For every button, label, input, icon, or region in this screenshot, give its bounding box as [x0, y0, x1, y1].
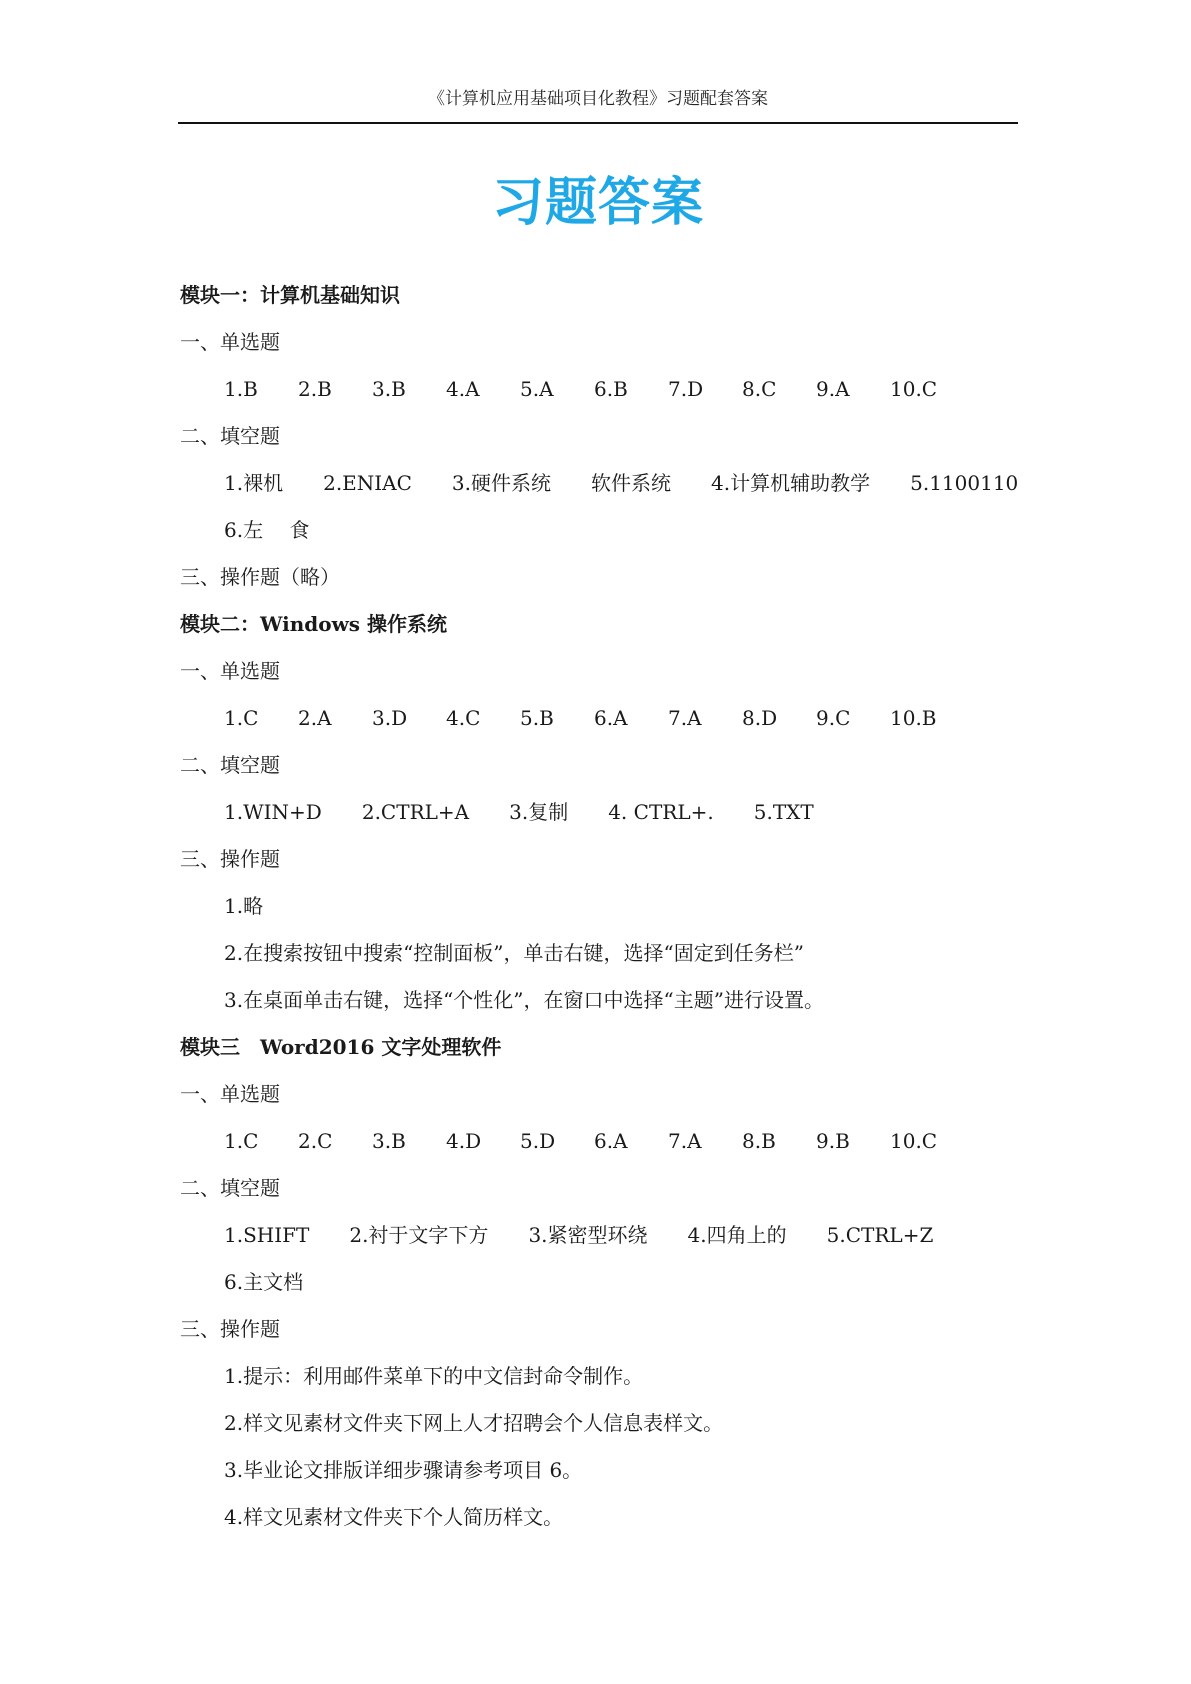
document-title: 习题答案 — [491, 173, 704, 233]
fill-answer: 3.硬件系统 — [451, 471, 552, 495]
module-3-op-item: 2.样文见素材文件夹下网上人才招聘会个人信息表样文。 — [224, 1411, 724, 1435]
answer: 3.B — [372, 1129, 406, 1153]
answer: 5.B — [520, 706, 554, 730]
answer: 5.A — [520, 377, 554, 401]
answer: 8.C — [742, 377, 777, 401]
module-3-choice-answers — [180, 1118, 1020, 1165]
answer: 2.B — [298, 377, 332, 401]
answer: 8.B — [742, 1129, 776, 1153]
document-body — [180, 272, 1020, 1541]
fill-answer: 4.四角上的 — [687, 1223, 787, 1247]
module-3-op-item: 3.毕业论文排版详细步骤请参考项目 6。 — [224, 1458, 583, 1482]
module-1-ops-heading: 三、操作题（略） — [180, 565, 340, 589]
module-2-single-choice-heading: 一、单选题 — [180, 659, 280, 683]
fill-answer: 4.计算机辅助教学 — [711, 471, 871, 495]
module-2-op-item: 2.在搜索按钮中搜索“控制面板”，单击右键，选择“固定到任务栏” — [224, 941, 804, 965]
fill-answer: 2.CTRL+A — [361, 800, 470, 824]
fill-answer: 4. CTRL+. — [608, 800, 714, 824]
answer: 4.A — [446, 377, 480, 401]
module-2-choice-answers — [180, 695, 1020, 742]
answer: 6.A — [594, 1129, 628, 1153]
module-1-fill-answers — [180, 460, 1020, 507]
answer: 3.D — [372, 706, 408, 730]
answer: 1.C — [224, 1129, 259, 1153]
module-1-fill-heading: 二、填空题 — [180, 424, 280, 448]
header-rule — [178, 122, 1018, 124]
answer: 10.C — [890, 377, 938, 401]
fill-answer: 1.SHIFT — [224, 1223, 310, 1247]
answer: 5.D — [520, 1129, 556, 1153]
module-2-fill-answers — [180, 789, 1020, 836]
fill-answer: 1.WIN+D — [224, 800, 322, 824]
fill-answer: 2.ENIAC — [323, 471, 412, 495]
module-3-single-choice-heading: 一、单选题 — [180, 1082, 280, 1106]
answer: 6.B — [594, 377, 628, 401]
answer: 9.A — [816, 377, 850, 401]
fill-answer: 5.TXT — [753, 800, 814, 824]
module-1-choice-answers — [180, 366, 1020, 413]
module-3-op-item: 4.样文见素材文件夹下个人简历样文。 — [224, 1505, 564, 1529]
answer: 7.D — [668, 377, 704, 401]
answer: 7.A — [668, 706, 702, 730]
answer: 7.A — [668, 1129, 702, 1153]
running-header: 《计算机应用基础项目化教程》习题配套答案 — [428, 89, 768, 109]
module-2-title: 模块二：Windows 操作系统 — [180, 612, 448, 636]
module-1-title: 模块一：计算机基础知识 — [180, 283, 400, 307]
answer: 10.C — [890, 1129, 938, 1153]
answer: 6.A — [594, 706, 628, 730]
module-3-fill-answers-2: 6.主文档 — [224, 1270, 304, 1294]
module-2-op-item: 3.在桌面单击右键，选择“个性化”，在窗口中选择“主题”进行设置。 — [224, 988, 824, 1012]
fill-answer: 5.CTRL+Z — [826, 1223, 934, 1247]
fill-answer: 2.衬于文字下方 — [349, 1223, 489, 1247]
answer: 2.C — [298, 1129, 333, 1153]
answer: 8.D — [742, 706, 778, 730]
module-2-op-item: 1.略 — [224, 894, 264, 918]
answer: 9.B — [816, 1129, 850, 1153]
fill-answer: 软件系统 — [591, 471, 672, 495]
module-3-fill-heading: 二、填空题 — [180, 1176, 280, 1200]
answer: 4.D — [446, 1129, 482, 1153]
fill-answer: 3.复制 — [509, 800, 569, 824]
fill-answer: 1.裸机 — [224, 471, 284, 495]
module-3-fill-answers — [180, 1212, 1020, 1259]
answer: 1.B — [224, 377, 258, 401]
answer: 10.B — [890, 706, 937, 730]
answer: 4.C — [446, 706, 481, 730]
module-3-title: 模块三 Word2016 文字处理软件 — [180, 1035, 502, 1059]
module-1-fill-answers-2: 6.左 食 — [224, 518, 310, 542]
answer: 1.C — [224, 706, 259, 730]
answer: 9.C — [816, 706, 851, 730]
module-2-ops-heading: 三、操作题 — [180, 847, 280, 871]
module-3-op-item: 1.提示：利用邮件菜单下的中文信封命令制作。 — [224, 1364, 644, 1388]
answer: 2.A — [298, 706, 332, 730]
module-2-fill-heading: 二、填空题 — [180, 753, 280, 777]
module-1-single-choice-heading: 一、单选题 — [180, 330, 280, 354]
module-3-ops-heading: 三、操作题 — [180, 1317, 280, 1341]
fill-answer: 3.紧密型环绕 — [528, 1223, 648, 1247]
answer: 3.B — [372, 377, 406, 401]
fill-answer: 5.1100110 — [910, 471, 1019, 495]
